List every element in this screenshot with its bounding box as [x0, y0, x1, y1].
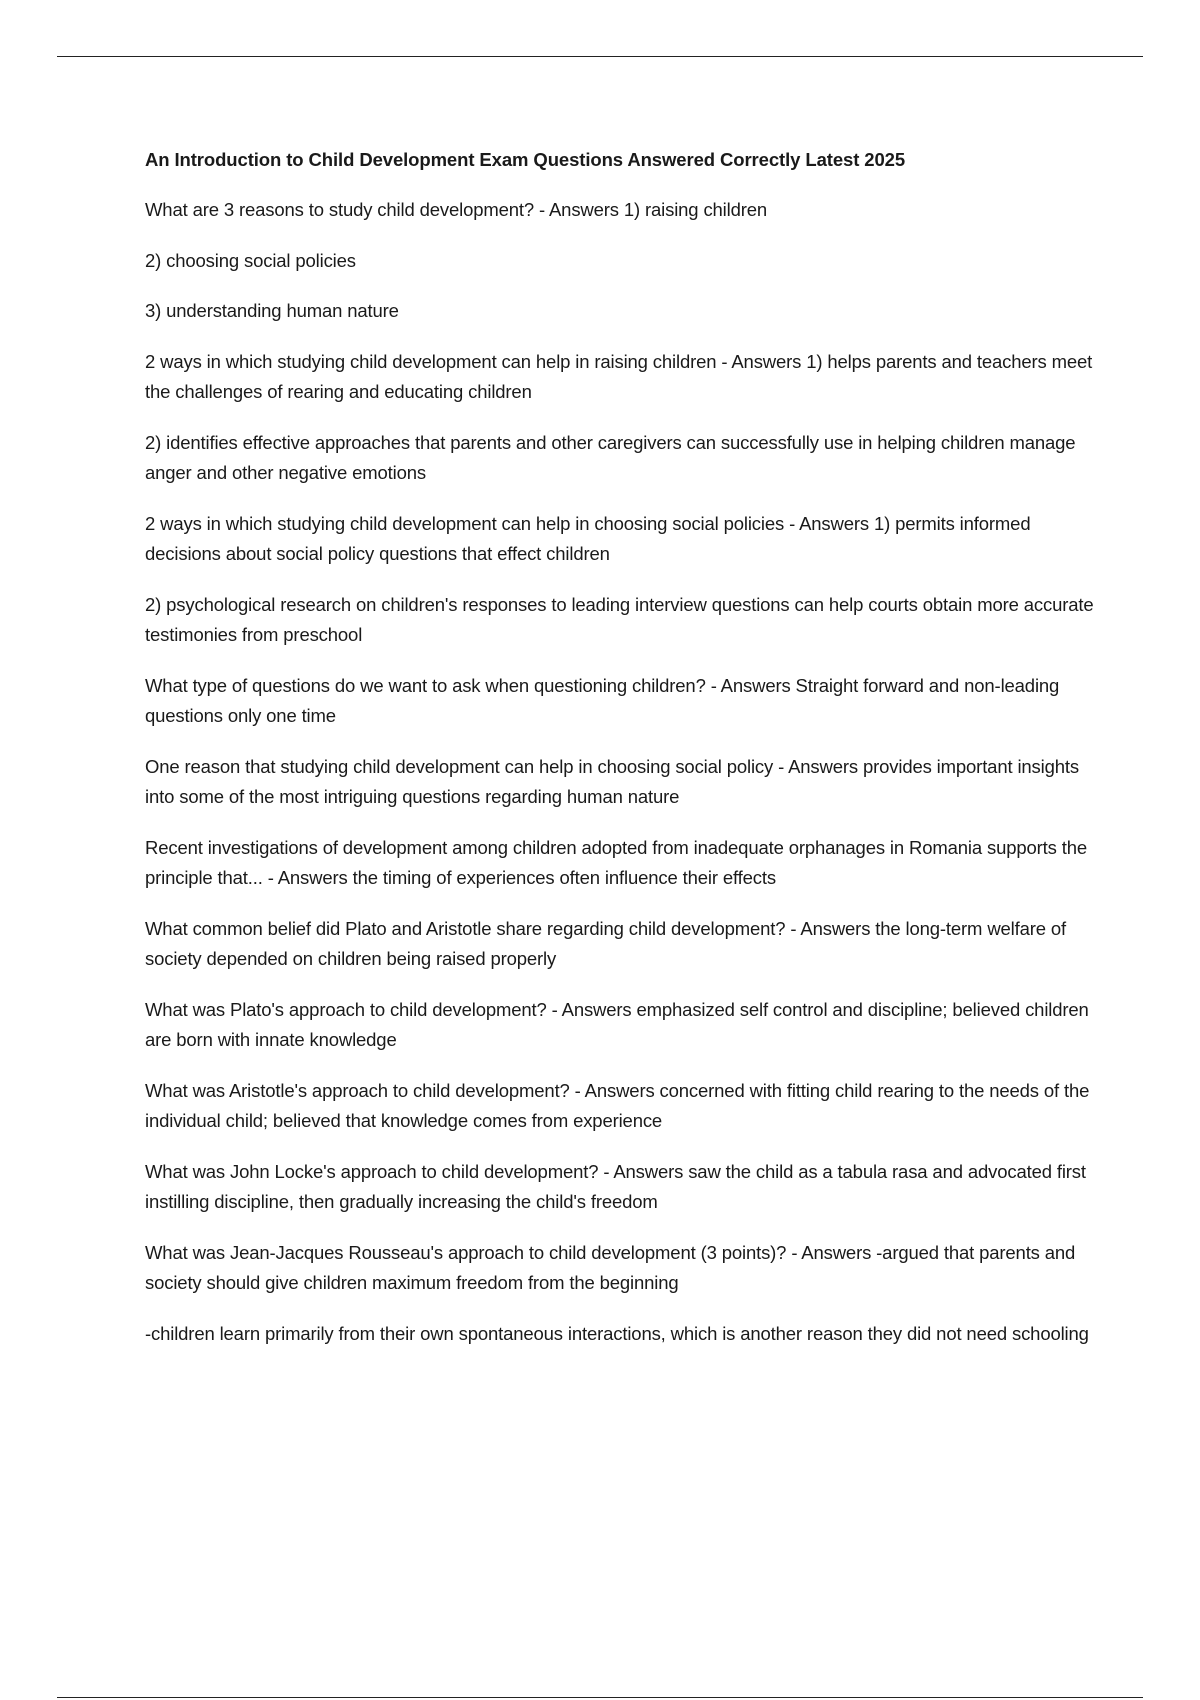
- paragraph: What was Plato's approach to child development? - Answers emphasized self control and discipline; believed children are born with innate knowledge: [145, 998, 1089, 1050]
- top-rule: [57, 56, 1143, 57]
- paragraph: 2 ways in which studying child development can help in raising children - Answers 1) helps parents and teachers meet the challenges of rearing and educating children: [145, 350, 1093, 402]
- paragraph: What was Aristotle's approach to child development? - Answers concerned with fitting child rearing to the needs of the individual child; believed that knowledge comes from experience: [145, 1079, 1090, 1131]
- paragraph: 2) psychological research on children's responses to leading interview questions can help courts obtain more accurate testimonies from preschool: [145, 593, 1094, 645]
- paragraph: 3) understanding human nature: [145, 300, 399, 321]
- paragraph: 2) choosing social policies: [145, 249, 356, 271]
- paragraph: One reason that studying child development can help in choosing social policy - Answers provides important insights into some of the most intriguing questions regarding human nature: [145, 755, 1079, 807]
- bottom-rule: [57, 1697, 1143, 1698]
- document-title: An Introduction to Child Development Exam Questions Answered Correctly Latest 2025: [145, 149, 906, 170]
- paragraph: 2 ways in which studying child development can help in choosing social policies - Answers 1) permits informed decisions about social policy questions that effect children: [145, 512, 1031, 564]
- paragraph: What are 3 reasons to study child development? - Answers 1) raising children: [145, 199, 768, 220]
- paragraph: What was John Locke's approach to child development? - Answers saw the child as a tabula rasa and advocated first instilling discipline, then gradually increasing the child's freedom: [145, 1160, 1086, 1212]
- paragraph: -children learn primarily from their own spontaneous interactions, which is another reason they did not need schooling: [145, 1322, 1089, 1344]
- paragraph: Recent investigations of development among children adopted from inadequate orphanages in Romania supports the principle that... - Answers the timing of experiences often influence their effects: [145, 836, 1088, 888]
- paragraph: What was Jean-Jacques Rousseau's approach to child development (3 points)? - Answers -argued that parents and society should give children maximum freedom from the beginning: [145, 1241, 1076, 1293]
- document-body: [145, 146, 1095, 1369]
- paragraph: What common belief did Plato and Aristotle share regarding child development? - Answers the long-term welfare of society depended on children being raised properly: [145, 917, 1067, 969]
- paragraph: What type of questions do we want to ask when questioning children? - Answers Straight forward and non-leading questions only one time: [145, 674, 1060, 726]
- paragraph: 2) identifies effective approaches that parents and other caregivers can successfully use in helping children manage anger and other negative emotions: [145, 431, 1076, 483]
